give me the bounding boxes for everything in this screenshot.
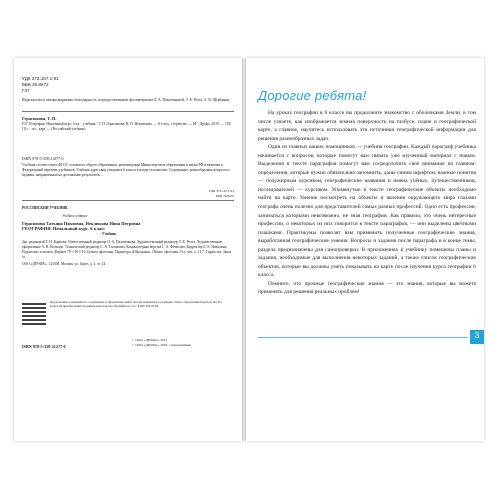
page-number-badge	[470, 330, 484, 344]
footer-rule	[258, 337, 468, 338]
book-title: ГЕОГРАФИЯ. Начальный курс. 6 класс	[22, 226, 106, 231]
qr-code	[22, 301, 46, 325]
classification-codes	[22, 76, 234, 94]
intro-text	[258, 109, 476, 297]
udc-code: УДК 373.167.1:91	[22, 76, 59, 81]
paragraph: На уроках географии в 6 классе вы продолжите знакомство с оболочками Земли, в том числе узнаете, как изображается земная поверхность на глобусе, плане и географической карте, а главное, научитесь использовать эти источники географической информации для решения разнообразных задач.	[258, 110, 476, 142]
page-number: 3	[474, 331, 480, 340]
paragraph: Один из главных ваших помощников — учебник географии. Каждый параграф учебника начинается с вопросов, которые помогут вам связать уже изученный материал с новым. Выделения в тексте параграфов помогут вам сосредоточить своё внимание на главном: определения, которые нужно обязательно запомнить, даны синим шрифтом, важные понятия — полужирным курсивом, географические названия и имена учёных, путешественников, исследователей — курсивом. Упомянутые в тексте географические объекты необходимо найти на карте. Умение посмотреть на объекты и явления окружающего мира глазами географа очень полезно для представителей самых разных профессий. Одно есть профессии, заниматься которыми невозможно, не зная географии. Как правило, это очень интересные профессии, о некоторых из них говорится в тексте параграфов, — они выделены цветными плашками. Практикумы позволят вам применить полученные географические знания, выработанная географические умения. Вопросы и задания после параграфа и в конце темы, раздела предназначены для самопроверки. В приложениях к учебнику помещены планы и задания, необходимые для выполнения некоторых заданий, а также список географических объектов, которые вы должны уметь показывать на карте после изучения курса географии 6 класса.	[258, 144, 476, 279]
book-type: Учебник	[102, 232, 117, 236]
publisher-address: ООО «ДРОФА». 123308, Москва, ул. Зорге, д. 1, эт. 14.	[22, 262, 107, 266]
bbk-code-right: ББК 26.8я72	[216, 193, 234, 198]
author-line: Герасимова, Т. П.	[22, 116, 57, 121]
series-label: РОССИЙСКИЙ УЧЕБНИК	[22, 206, 68, 210]
udc-code-right: УДК 373.167.1:91	[208, 189, 234, 193]
catalog-entry	[22, 122, 234, 132]
qr-note: Предложения и замечания по содержанию и оформлению книги просим направлять в редакцию общего образования издательства. По вопросам приобретения продукции издательства обращайтесь: тел.: 8-800-700-64-83.	[50, 300, 222, 308]
isbn-mid: ISBN 978-5-358-21277-0	[22, 156, 64, 161]
imprint-block	[22, 206, 234, 267]
paragraph: Помните, что прочные географические знания — это знания, которые вы можете применять для решения реальных проблем!	[258, 280, 476, 296]
copyright-line: © ООО «ДРОФА», 2018, с изменениями	[132, 342, 191, 347]
imprint-page	[14, 58, 242, 441]
copyright-line: © ООО «ДРОФА», 2013	[132, 338, 168, 342]
divider	[22, 200, 234, 201]
edition-label: Учебное издание	[62, 214, 88, 218]
imprint-text: Зав. редакцией Т. Н. Карпова. Ответственный редактор О. А. Пахатенкова. Художественный редактор Л. Е. Рехта. Художественное оформление А. В. Кольцов. Технический редактор С. А. Толмачева. Компьютерная верстка Г. А. Фетисова. Корректор Е. Е. Никулина. Подписано к печати. Формат 70 × 90 1/16. Бумага офсетная. Гарнитура «Школьная». Печать офсетная. Усл. печ. л. 11,7. Тираж экз. Заказ №	[22, 240, 232, 259]
author-mark: Г37	[22, 88, 30, 93]
authors-full: Герасимова Татьяна Павловна, Неклюкова Нина Петровна	[22, 221, 141, 226]
classification-codes-right	[192, 189, 234, 198]
bbk-code: ББК 26.8я72	[22, 82, 49, 87]
isbn-bottom: ISBN 978-5-358-21277-0	[22, 344, 66, 349]
entry-code: Г37	[22, 122, 28, 126]
divider	[22, 111, 234, 112]
entry-text: География. Начальный курс. 6 кл. : учебник / Т. П. Герасимова, Н. П. Неклюкова. — 8-е изд., стереотип. — М. : Дрофа, 2019. — 159, [1] с. : ил., карт. — (Российский учебник).	[22, 122, 232, 131]
page-title: Дорогие ребята!	[258, 88, 367, 103]
annotation: Учебник соответствует ФГОС основного общего образования, рекомендован Министерством образования и науки РФ и включен в Федеральный перечень учебников. Учебник адресован учащимся 6 класса и входит в комплект. Содержание, разнообразные вопросы и задания, направленные на достижение результатов ...	[22, 163, 230, 177]
acknowledgement: Издательство и авторы выражают благодарность за предоставленные фотоматериалы О. А. Пахатенковой, Э. Е. Рехта, А. В. Щербакову	[22, 98, 230, 102]
intro-page	[246, 58, 484, 441]
copyright	[132, 338, 232, 347]
